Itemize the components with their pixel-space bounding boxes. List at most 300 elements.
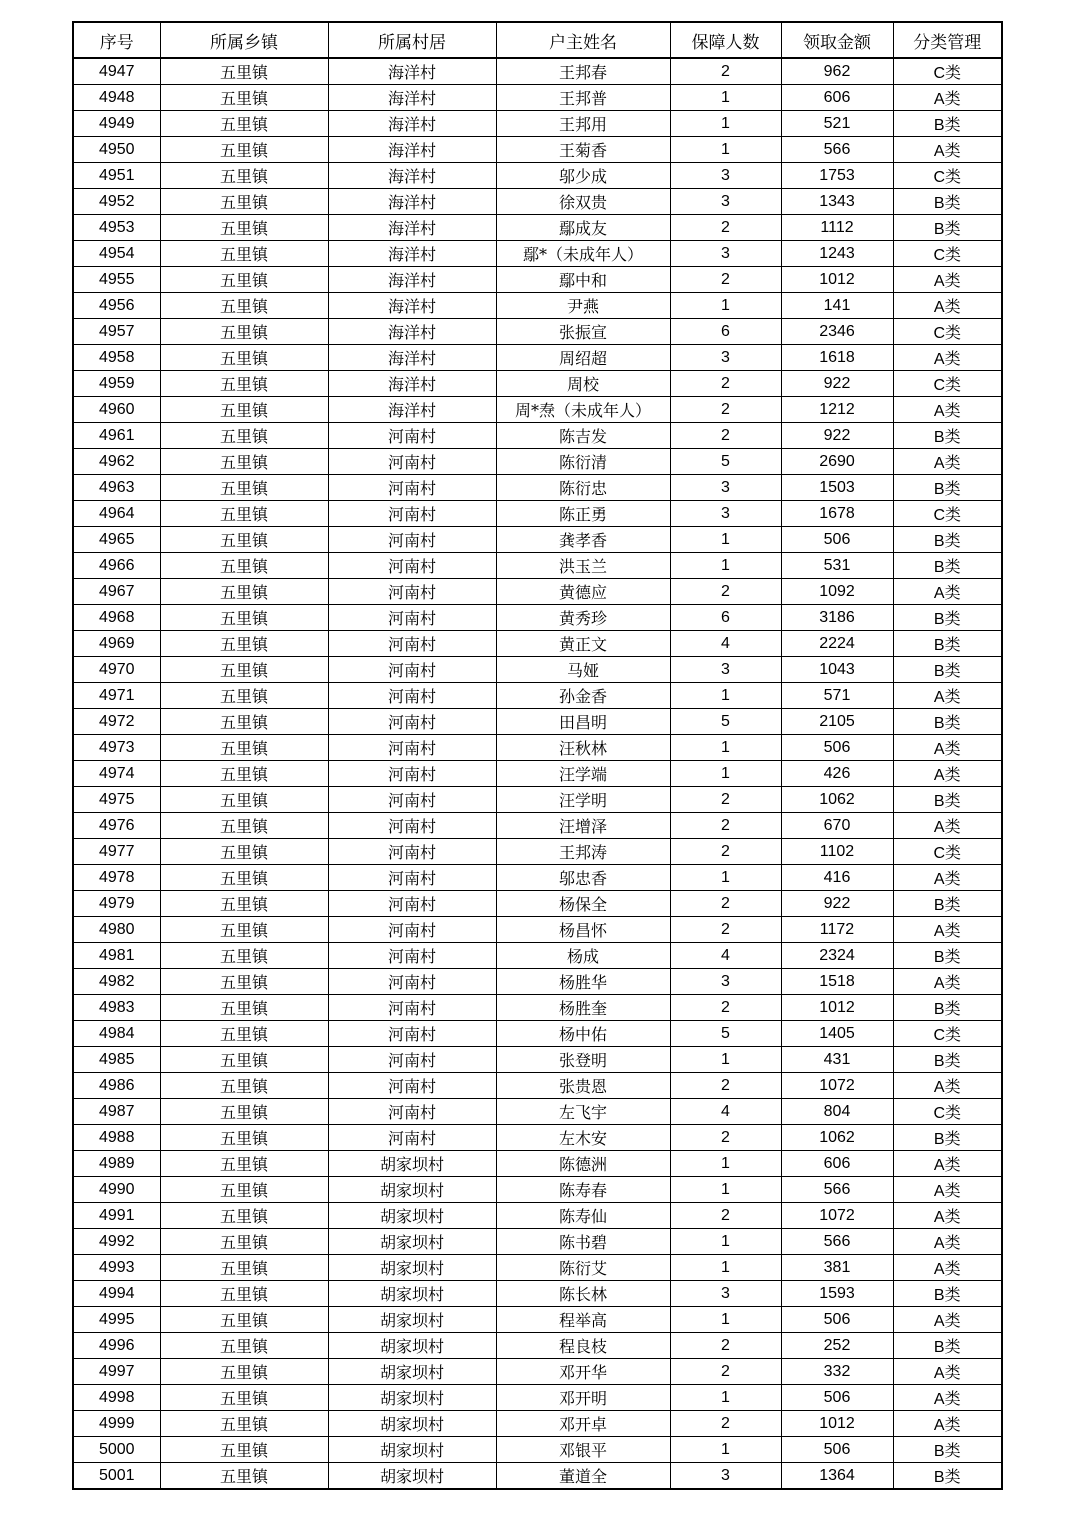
cell-householder-name: 张贵恩 xyxy=(496,1073,670,1099)
cell-village: 河南村 xyxy=(328,839,496,865)
table-row xyxy=(73,579,1002,605)
cell-covered-persons: 2 xyxy=(670,215,781,241)
cell-covered-persons: 1 xyxy=(670,761,781,787)
cell-amount: 1678 xyxy=(781,501,893,527)
cell-covered-persons: 1 xyxy=(670,85,781,111)
cell-serial-number: 4968 xyxy=(73,605,160,631)
cell-category: A类 xyxy=(893,683,1002,709)
table-row xyxy=(73,683,1002,709)
cell-village: 河南村 xyxy=(328,813,496,839)
cell-householder-name: 王邦春 xyxy=(496,58,670,85)
cell-category: A类 xyxy=(893,137,1002,163)
table-row xyxy=(73,345,1002,371)
table-row xyxy=(73,1073,1002,1099)
cell-category: B类 xyxy=(893,631,1002,657)
cell-village: 海洋村 xyxy=(328,293,496,319)
cell-village: 胡家坝村 xyxy=(328,1359,496,1385)
cell-village: 海洋村 xyxy=(328,241,496,267)
cell-village: 胡家坝村 xyxy=(328,1177,496,1203)
cell-village: 海洋村 xyxy=(328,215,496,241)
cell-amount: 1112 xyxy=(781,215,893,241)
cell-category: A类 xyxy=(893,917,1002,943)
cell-covered-persons: 4 xyxy=(670,1099,781,1125)
cell-householder-name: 邓开华 xyxy=(496,1359,670,1385)
cell-township: 五里镇 xyxy=(160,293,328,319)
cell-amount: 1072 xyxy=(781,1073,893,1099)
table-row xyxy=(73,397,1002,423)
cell-householder-name: 周校 xyxy=(496,371,670,397)
table-row xyxy=(73,1099,1002,1125)
cell-householder-name: 汪增泽 xyxy=(496,813,670,839)
cell-amount: 1405 xyxy=(781,1021,893,1047)
cell-covered-persons: 2 xyxy=(670,787,781,813)
cell-covered-persons: 2 xyxy=(670,1073,781,1099)
cell-covered-persons: 6 xyxy=(670,319,781,345)
cell-covered-persons: 2 xyxy=(670,995,781,1021)
cell-village: 胡家坝村 xyxy=(328,1385,496,1411)
cell-village: 河南村 xyxy=(328,631,496,657)
cell-amount: 506 xyxy=(781,527,893,553)
cell-township: 五里镇 xyxy=(160,1073,328,1099)
cell-householder-name: 程举高 xyxy=(496,1307,670,1333)
cell-covered-persons: 3 xyxy=(670,501,781,527)
cell-amount: 506 xyxy=(781,735,893,761)
cell-serial-number: 4988 xyxy=(73,1125,160,1151)
cell-householder-name: 陈正勇 xyxy=(496,501,670,527)
cell-serial-number: 4947 xyxy=(73,58,160,85)
cell-village: 河南村 xyxy=(328,943,496,969)
cell-township: 五里镇 xyxy=(160,657,328,683)
cell-amount: 1212 xyxy=(781,397,893,423)
cell-village: 胡家坝村 xyxy=(328,1307,496,1333)
table-row xyxy=(73,657,1002,683)
cell-serial-number: 4990 xyxy=(73,1177,160,1203)
cell-serial-number: 4978 xyxy=(73,865,160,891)
cell-category: B类 xyxy=(893,475,1002,501)
table-row xyxy=(73,137,1002,163)
cell-serial-number: 4976 xyxy=(73,813,160,839)
cell-village: 河南村 xyxy=(328,527,496,553)
cell-covered-persons: 5 xyxy=(670,449,781,475)
cell-amount: 431 xyxy=(781,1047,893,1073)
table-row xyxy=(73,423,1002,449)
cell-serial-number: 4956 xyxy=(73,293,160,319)
cell-covered-persons: 1 xyxy=(670,1255,781,1281)
cell-township: 五里镇 xyxy=(160,917,328,943)
cell-amount: 962 xyxy=(781,58,893,85)
table-row xyxy=(73,1203,1002,1229)
cell-village: 河南村 xyxy=(328,579,496,605)
cell-serial-number: 4992 xyxy=(73,1229,160,1255)
cell-village: 海洋村 xyxy=(328,319,496,345)
cell-serial-number: 4948 xyxy=(73,85,160,111)
cell-township: 五里镇 xyxy=(160,1463,328,1490)
cell-householder-name: 黄德应 xyxy=(496,579,670,605)
table-row xyxy=(73,241,1002,267)
cell-amount: 1364 xyxy=(781,1463,893,1490)
cell-serial-number: 4980 xyxy=(73,917,160,943)
cell-category: A类 xyxy=(893,397,1002,423)
cell-householder-name: 陈衍忠 xyxy=(496,475,670,501)
cell-township: 五里镇 xyxy=(160,553,328,579)
header-cell-village: 所属村居 xyxy=(328,22,496,58)
cell-householder-name: 马娅 xyxy=(496,657,670,683)
cell-householder-name: 杨昌怀 xyxy=(496,917,670,943)
cell-covered-persons: 3 xyxy=(670,1463,781,1490)
cell-category: A类 xyxy=(893,1073,1002,1099)
cell-householder-name: 徐双贵 xyxy=(496,189,670,215)
cell-township: 五里镇 xyxy=(160,1411,328,1437)
cell-category: A类 xyxy=(893,1307,1002,1333)
cell-serial-number: 4951 xyxy=(73,163,160,189)
cell-township: 五里镇 xyxy=(160,345,328,371)
cell-covered-persons: 2 xyxy=(670,397,781,423)
cell-covered-persons: 2 xyxy=(670,1203,781,1229)
cell-householder-name: 邓开卓 xyxy=(496,1411,670,1437)
cell-householder-name: 陈吉发 xyxy=(496,423,670,449)
cell-amount: 531 xyxy=(781,553,893,579)
cell-amount: 1062 xyxy=(781,1125,893,1151)
cell-amount: 1072 xyxy=(781,1203,893,1229)
cell-category: A类 xyxy=(893,85,1002,111)
cell-township: 五里镇 xyxy=(160,111,328,137)
cell-householder-name: 鄢*（未成年人） xyxy=(496,241,670,267)
cell-township: 五里镇 xyxy=(160,449,328,475)
cell-category: B类 xyxy=(893,605,1002,631)
cell-township: 五里镇 xyxy=(160,1359,328,1385)
cell-amount: 566 xyxy=(781,137,893,163)
table-row xyxy=(73,1411,1002,1437)
cell-householder-name: 汪秋林 xyxy=(496,735,670,761)
cell-category: B类 xyxy=(893,1047,1002,1073)
cell-serial-number: 4958 xyxy=(73,345,160,371)
header-row xyxy=(73,22,1002,58)
cell-covered-persons: 3 xyxy=(670,1281,781,1307)
cell-amount: 506 xyxy=(781,1307,893,1333)
table-row xyxy=(73,1021,1002,1047)
cell-village: 胡家坝村 xyxy=(328,1203,496,1229)
cell-category: B类 xyxy=(893,553,1002,579)
table-row xyxy=(73,189,1002,215)
cell-householder-name: 王邦用 xyxy=(496,111,670,137)
cell-householder-name: 陈书碧 xyxy=(496,1229,670,1255)
cell-covered-persons: 1 xyxy=(670,1229,781,1255)
cell-serial-number: 4957 xyxy=(73,319,160,345)
table-row xyxy=(73,1307,1002,1333)
cell-serial-number: 4972 xyxy=(73,709,160,735)
cell-township: 五里镇 xyxy=(160,813,328,839)
cell-township: 五里镇 xyxy=(160,1437,328,1463)
cell-township: 五里镇 xyxy=(160,189,328,215)
cell-householder-name: 陈寿春 xyxy=(496,1177,670,1203)
cell-householder-name: 陈衍清 xyxy=(496,449,670,475)
cell-category: A类 xyxy=(893,449,1002,475)
cell-category: B类 xyxy=(893,189,1002,215)
cell-serial-number: 4975 xyxy=(73,787,160,813)
cell-township: 五里镇 xyxy=(160,1203,328,1229)
cell-amount: 381 xyxy=(781,1255,893,1281)
cell-amount: 606 xyxy=(781,1151,893,1177)
cell-township: 五里镇 xyxy=(160,631,328,657)
cell-householder-name: 龚孝香 xyxy=(496,527,670,553)
cell-covered-persons: 4 xyxy=(670,943,781,969)
cell-amount: 2105 xyxy=(781,709,893,735)
cell-covered-persons: 1 xyxy=(670,111,781,137)
cell-category: B类 xyxy=(893,943,1002,969)
cell-village: 海洋村 xyxy=(328,137,496,163)
cell-serial-number: 4989 xyxy=(73,1151,160,1177)
cell-category: A类 xyxy=(893,293,1002,319)
table-row xyxy=(73,293,1002,319)
cell-serial-number: 4970 xyxy=(73,657,160,683)
cell-village: 海洋村 xyxy=(328,345,496,371)
table-row xyxy=(73,111,1002,137)
cell-serial-number: 4997 xyxy=(73,1359,160,1385)
cell-householder-name: 尹燕 xyxy=(496,293,670,319)
cell-covered-persons: 3 xyxy=(670,657,781,683)
cell-category: C类 xyxy=(893,241,1002,267)
cell-amount: 670 xyxy=(781,813,893,839)
cell-village: 海洋村 xyxy=(328,189,496,215)
cell-covered-persons: 2 xyxy=(670,917,781,943)
cell-covered-persons: 2 xyxy=(670,58,781,85)
cell-township: 五里镇 xyxy=(160,1255,328,1281)
cell-category: B类 xyxy=(893,1281,1002,1307)
table-row xyxy=(73,371,1002,397)
cell-amount: 2690 xyxy=(781,449,893,475)
cell-village: 河南村 xyxy=(328,1099,496,1125)
cell-householder-name: 王菊香 xyxy=(496,137,670,163)
cell-householder-name: 邬少成 xyxy=(496,163,670,189)
cell-covered-persons: 3 xyxy=(670,241,781,267)
cell-category: A类 xyxy=(893,735,1002,761)
cell-serial-number: 4954 xyxy=(73,241,160,267)
cell-covered-persons: 1 xyxy=(670,865,781,891)
cell-township: 五里镇 xyxy=(160,241,328,267)
cell-amount: 332 xyxy=(781,1359,893,1385)
table-row xyxy=(73,995,1002,1021)
cell-village: 河南村 xyxy=(328,1047,496,1073)
cell-covered-persons: 3 xyxy=(670,475,781,501)
cell-householder-name: 陈寿仙 xyxy=(496,1203,670,1229)
cell-serial-number: 4960 xyxy=(73,397,160,423)
cell-serial-number: 4991 xyxy=(73,1203,160,1229)
table-header xyxy=(73,22,1002,58)
cell-serial-number: 4998 xyxy=(73,1385,160,1411)
cell-householder-name: 王邦普 xyxy=(496,85,670,111)
cell-category: B类 xyxy=(893,1333,1002,1359)
cell-serial-number: 4981 xyxy=(73,943,160,969)
cell-amount: 426 xyxy=(781,761,893,787)
table-row xyxy=(73,631,1002,657)
cell-amount: 2346 xyxy=(781,319,893,345)
cell-covered-persons: 2 xyxy=(670,371,781,397)
cell-category: A类 xyxy=(893,1359,1002,1385)
cell-covered-persons: 4 xyxy=(670,631,781,657)
subsidy-table xyxy=(72,21,1003,1490)
cell-amount: 3186 xyxy=(781,605,893,631)
table-row xyxy=(73,1255,1002,1281)
cell-village: 胡家坝村 xyxy=(328,1437,496,1463)
cell-township: 五里镇 xyxy=(160,1125,328,1151)
cell-township: 五里镇 xyxy=(160,137,328,163)
cell-householder-name: 张振宣 xyxy=(496,319,670,345)
cell-householder-name: 左飞宇 xyxy=(496,1099,670,1125)
cell-covered-persons: 2 xyxy=(670,423,781,449)
cell-householder-name: 鄢中和 xyxy=(496,267,670,293)
cell-covered-persons: 2 xyxy=(670,1125,781,1151)
cell-amount: 2224 xyxy=(781,631,893,657)
cell-amount: 606 xyxy=(781,85,893,111)
header-cell-amount: 领取金额 xyxy=(781,22,893,58)
cell-amount: 1518 xyxy=(781,969,893,995)
cell-category: C类 xyxy=(893,839,1002,865)
table-row xyxy=(73,475,1002,501)
cell-householder-name: 程良枝 xyxy=(496,1333,670,1359)
cell-householder-name: 田昌明 xyxy=(496,709,670,735)
cell-amount: 566 xyxy=(781,1229,893,1255)
cell-amount: 1503 xyxy=(781,475,893,501)
cell-category: A类 xyxy=(893,1203,1002,1229)
cell-village: 河南村 xyxy=(328,1021,496,1047)
cell-township: 五里镇 xyxy=(160,85,328,111)
cell-village: 河南村 xyxy=(328,657,496,683)
cell-householder-name: 黄秀珍 xyxy=(496,605,670,631)
header-cell-category: 分类管理 xyxy=(893,22,1002,58)
cell-category: C类 xyxy=(893,501,1002,527)
cell-serial-number: 4967 xyxy=(73,579,160,605)
cell-township: 五里镇 xyxy=(160,1229,328,1255)
cell-householder-name: 陈德洲 xyxy=(496,1151,670,1177)
cell-covered-persons: 1 xyxy=(670,1385,781,1411)
cell-serial-number: 4994 xyxy=(73,1281,160,1307)
cell-covered-persons: 1 xyxy=(670,293,781,319)
cell-amount: 566 xyxy=(781,1177,893,1203)
cell-covered-persons: 1 xyxy=(670,137,781,163)
cell-householder-name: 杨胜华 xyxy=(496,969,670,995)
cell-covered-persons: 2 xyxy=(670,267,781,293)
table-row xyxy=(73,1125,1002,1151)
cell-category: B类 xyxy=(893,1125,1002,1151)
cell-category: B类 xyxy=(893,111,1002,137)
cell-amount: 1172 xyxy=(781,917,893,943)
cell-category: B类 xyxy=(893,787,1002,813)
cell-serial-number: 4979 xyxy=(73,891,160,917)
cell-amount: 1012 xyxy=(781,995,893,1021)
cell-category: A类 xyxy=(893,579,1002,605)
cell-householder-name: 黄正文 xyxy=(496,631,670,657)
cell-serial-number: 4969 xyxy=(73,631,160,657)
table-row xyxy=(73,85,1002,111)
cell-village: 胡家坝村 xyxy=(328,1463,496,1490)
cell-covered-persons: 2 xyxy=(670,579,781,605)
cell-township: 五里镇 xyxy=(160,527,328,553)
table-row xyxy=(73,553,1002,579)
cell-township: 五里镇 xyxy=(160,215,328,241)
cell-serial-number: 4986 xyxy=(73,1073,160,1099)
cell-village: 胡家坝村 xyxy=(328,1151,496,1177)
cell-householder-name: 杨中佑 xyxy=(496,1021,670,1047)
table-row xyxy=(73,527,1002,553)
table-row xyxy=(73,787,1002,813)
cell-village: 海洋村 xyxy=(328,85,496,111)
cell-village: 海洋村 xyxy=(328,267,496,293)
cell-amount: 252 xyxy=(781,1333,893,1359)
cell-householder-name: 王邦涛 xyxy=(496,839,670,865)
cell-village: 河南村 xyxy=(328,423,496,449)
cell-category: C类 xyxy=(893,58,1002,85)
table-row xyxy=(73,735,1002,761)
cell-covered-persons: 1 xyxy=(670,553,781,579)
cell-householder-name: 孙金香 xyxy=(496,683,670,709)
cell-village: 河南村 xyxy=(328,1073,496,1099)
cell-township: 五里镇 xyxy=(160,163,328,189)
table-row xyxy=(73,969,1002,995)
cell-village: 胡家坝村 xyxy=(328,1229,496,1255)
cell-village: 河南村 xyxy=(328,709,496,735)
cell-covered-persons: 3 xyxy=(670,969,781,995)
cell-township: 五里镇 xyxy=(160,865,328,891)
table-row xyxy=(73,1463,1002,1490)
cell-householder-name: 鄢成友 xyxy=(496,215,670,241)
cell-amount: 1012 xyxy=(781,267,893,293)
header-cell-serial-number: 序号 xyxy=(73,22,160,58)
cell-amount: 1012 xyxy=(781,1411,893,1437)
cell-category: B类 xyxy=(893,1463,1002,1490)
cell-category: B类 xyxy=(893,891,1002,917)
cell-township: 五里镇 xyxy=(160,1177,328,1203)
cell-category: A类 xyxy=(893,813,1002,839)
cell-amount: 922 xyxy=(781,423,893,449)
cell-village: 海洋村 xyxy=(328,111,496,137)
cell-category: C类 xyxy=(893,371,1002,397)
cell-covered-persons: 2 xyxy=(670,891,781,917)
cell-township: 五里镇 xyxy=(160,995,328,1021)
table-row xyxy=(73,917,1002,943)
cell-village: 海洋村 xyxy=(328,397,496,423)
cell-householder-name: 杨成 xyxy=(496,943,670,969)
cell-amount: 922 xyxy=(781,891,893,917)
cell-serial-number: 4952 xyxy=(73,189,160,215)
document-page xyxy=(72,21,1001,1490)
cell-category: C类 xyxy=(893,1021,1002,1047)
cell-village: 河南村 xyxy=(328,553,496,579)
cell-amount: 1618 xyxy=(781,345,893,371)
cell-covered-persons: 3 xyxy=(670,163,781,189)
cell-serial-number: 4959 xyxy=(73,371,160,397)
cell-township: 五里镇 xyxy=(160,1385,328,1411)
cell-category: A类 xyxy=(893,969,1002,995)
cell-covered-persons: 1 xyxy=(670,1047,781,1073)
cell-village: 河南村 xyxy=(328,475,496,501)
cell-serial-number: 4971 xyxy=(73,683,160,709)
cell-category: B类 xyxy=(893,1437,1002,1463)
cell-category: B类 xyxy=(893,995,1002,1021)
cell-amount: 416 xyxy=(781,865,893,891)
cell-covered-persons: 3 xyxy=(670,345,781,371)
table-row xyxy=(73,1151,1002,1177)
table-row xyxy=(73,1281,1002,1307)
cell-amount: 521 xyxy=(781,111,893,137)
cell-township: 五里镇 xyxy=(160,501,328,527)
header-cell-householder-name: 户主姓名 xyxy=(496,22,670,58)
cell-householder-name: 邓开明 xyxy=(496,1385,670,1411)
cell-township: 五里镇 xyxy=(160,579,328,605)
cell-township: 五里镇 xyxy=(160,1151,328,1177)
cell-covered-persons: 1 xyxy=(670,1151,781,1177)
cell-township: 五里镇 xyxy=(160,735,328,761)
cell-township: 五里镇 xyxy=(160,371,328,397)
